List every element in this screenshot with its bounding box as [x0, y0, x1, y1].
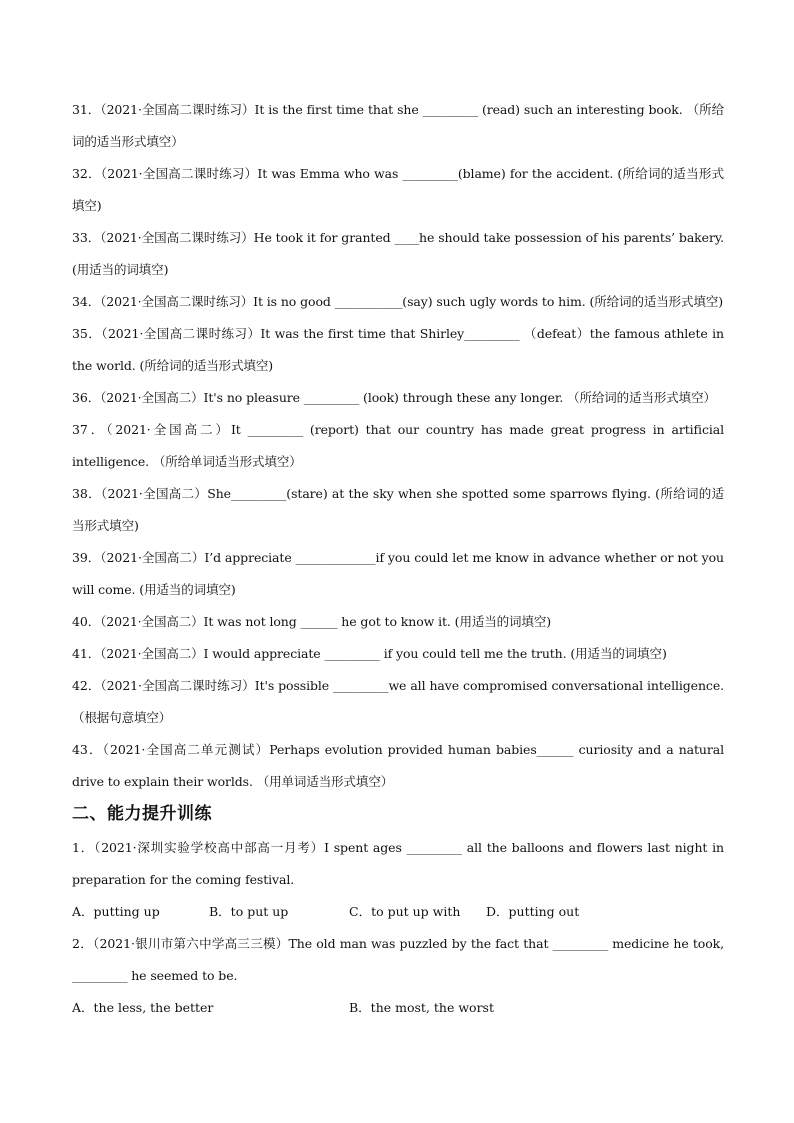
- option-c: C．to put up with: [349, 904, 461, 919]
- mc-options-1: [72, 896, 724, 928]
- document-page: [72, 94, 724, 1024]
- mc-question-2: 2．（2021·银川市第六中学高三三模）The old man was puzzled by the fact that _________ medicine he took, _________ he seemed to be.: [72, 936, 724, 983]
- exercise-q34: 34．（2021·全国高二课时练习）It is no good ___________(say) such ugly words to him. (所给词的适当形式填空): [72, 294, 724, 309]
- exercise-q39: 39．（2021·全国高二）I’d appreciate _____________if you could let me know in advance whether or not you will come. (用适当的词填空): [72, 550, 724, 597]
- mc-options-2: [72, 992, 724, 1024]
- mc-question-1: 1．（2021·深圳实验学校高中部高一月考）I spent ages _________ all the balloons and flowers last night in preparation for the coming festival.: [72, 840, 724, 887]
- section-heading: 二、能力提升训练: [72, 804, 212, 824]
- exercise-q36: 36．（2021·全国高二）It's no pleasure _________ (look) through these any longer. （所给词的适当形式填空）: [72, 390, 716, 405]
- exercise-q41: 41．（2021·全国高二）I would appreciate _________ if you could tell me the truth. (用适当的词填空): [72, 646, 667, 661]
- exercise-q43: 43．（2021·全国高二单元测试）Perhaps evolution provided human babies______ curiosity and a natural drive to explain their worlds. （用单词适当形式填空）: [72, 742, 724, 789]
- exercise-q42: 42．（2021·全国高二课时练习）It's possible _________we all have compromised conversational intelligence. （根据句意填空）: [72, 678, 724, 725]
- exercise-q40: 40．（2021·全国高二）It was not long ______ he got to know it. (用适当的词填空): [72, 614, 552, 629]
- exercise-q32: 32．（2021·全国高二课时练习）It was Emma who was _________(blame) for the accident. (所给词的适当形式填空): [72, 166, 724, 213]
- option-b: B．to put up: [209, 904, 289, 919]
- exercise-q35: 35．（2021·全国高二课时练习）It was the first time that Shirley_________ （defeat）the famous athlete in the world. (所给词的适当形式填空): [72, 326, 724, 373]
- option-a: A．putting up: [72, 904, 160, 919]
- exercise-q38: 38．（2021·全国高二）She_________(stare) at the sky when she spotted some sparrows flying. (所给词的适当形式填空): [72, 486, 724, 533]
- exercise-q33: 33．（2021·全国高二课时练习）He took it for granted ____he should take possession of his parents’ bakery. (用适当的词填空): [72, 230, 724, 277]
- option-a: A．the less, the better: [72, 1000, 214, 1015]
- option-b: B．the most, the worst: [349, 1000, 494, 1015]
- exercise-q37: 37．（2021·全国高二）It _________ (report) that our country has made great progress in artificial intelligence. （所给单词适当形式填空）: [72, 422, 724, 469]
- exercise-q31: 31．（2021·全国高二课时练习）It is the first time that she _________ (read) such an interesting book. （所给词的适当形式填空）: [72, 102, 724, 149]
- option-d: D．putting out: [486, 904, 580, 919]
